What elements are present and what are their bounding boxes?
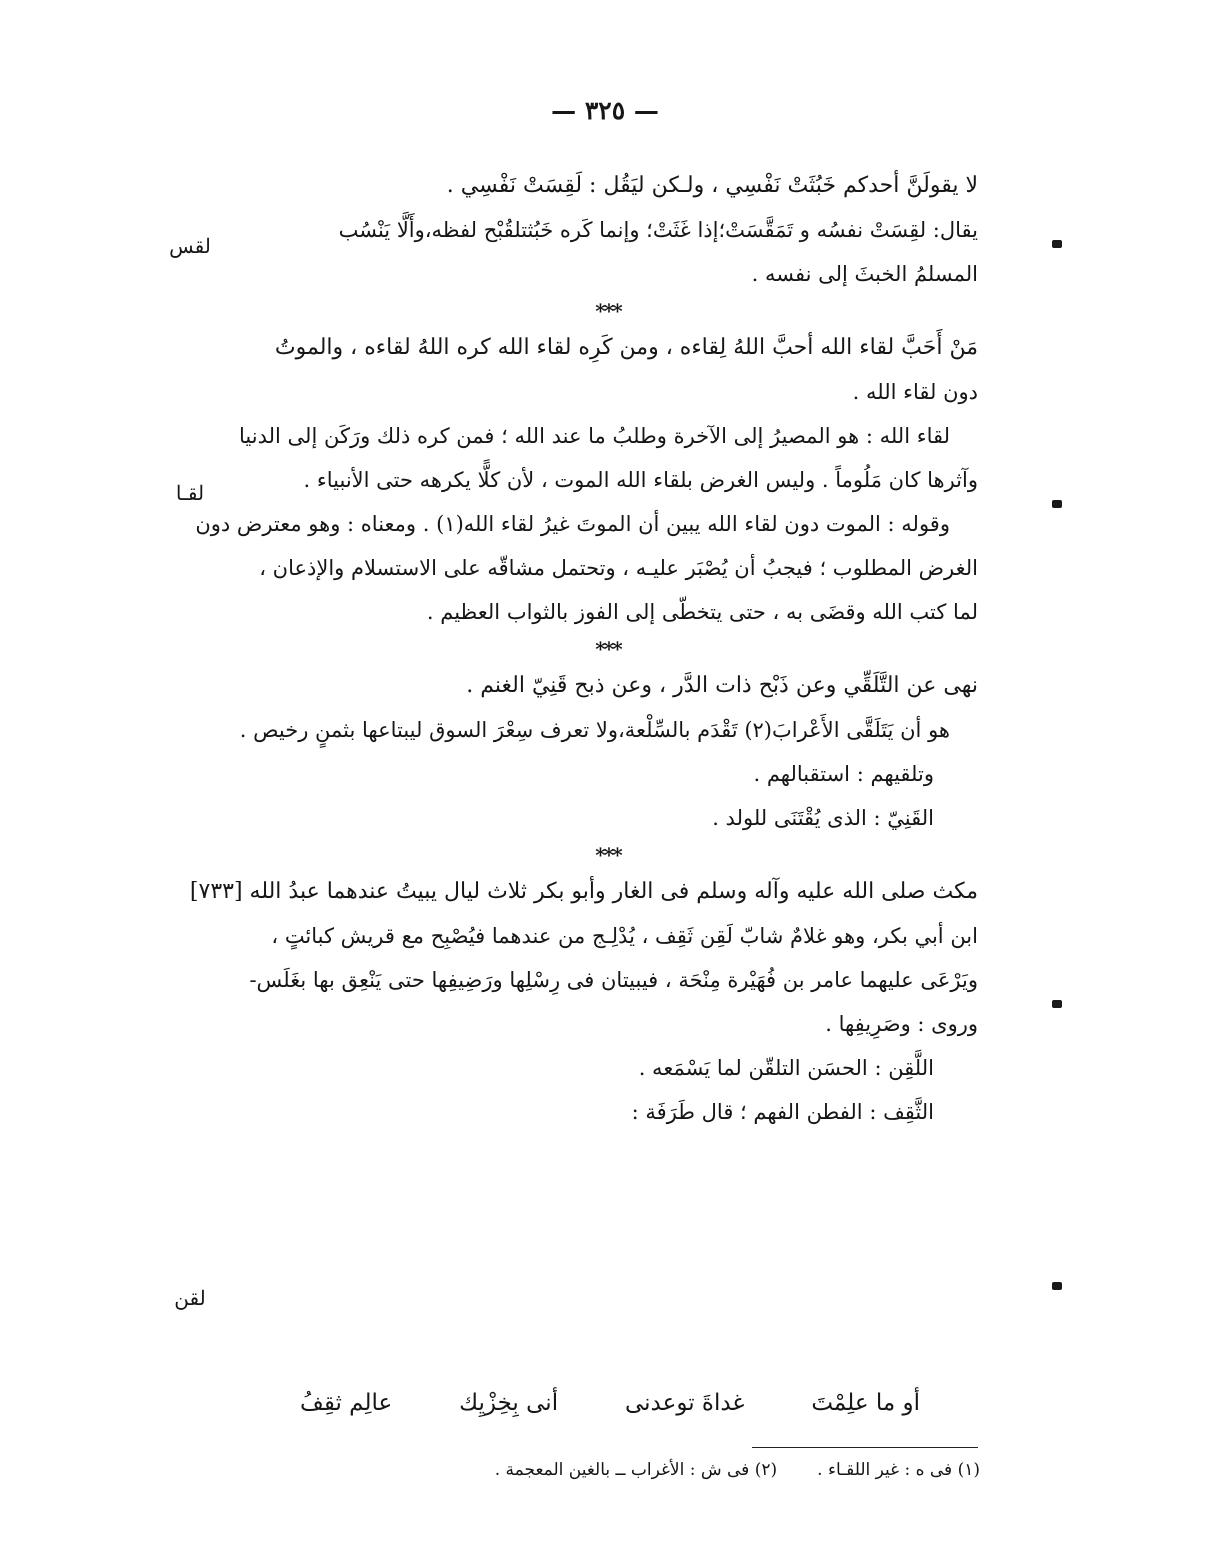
page-number: — ٣٢٥ — (551, 96, 659, 125)
text-line: دون لقاء الله . (852, 380, 978, 404)
footnote-rule (752, 1447, 978, 1448)
text-line: ويَرْعَى عليهما عامر بن فُهَيْرة مِنْحَة ، فيبيتان فى رِسْلِها ورَضِيفِها حتى يَنْعِق بها بغَلَس- (249, 968, 978, 992)
footnote: (١) فى ه : غير اللقـاء . (817, 1460, 980, 1480)
text-line: وقوله : الموت دون لقاء الله يبين أن الموتَ غيرُ لقاء الله(١) . ومعناه : وهو معترض دون (195, 512, 950, 536)
text-line: الثَّقِف : الفطن الفهم ؛ قال طَرَفَة : (631, 1100, 934, 1124)
text-line: وروى : وصَرِيفِها . (825, 1012, 978, 1036)
text-line: هو أن يَتَلَقَّى الأَعْرابَ(٢) تَقْدَم بالسِّلْعة،ولا تعرف سِعْرَ السوق ليبتاعها بثمنٍ رخيص . (239, 718, 950, 742)
verse-segment: أو ما علِمْتَ (811, 1390, 920, 1416)
section-separator: *** (595, 299, 621, 323)
edge-mark (1052, 500, 1062, 508)
text-line: لقاء الله : هو المصيرُ إلى الآخرة وطلبُ ما عند الله ؛ فمن كره ذلك ورَكَن إلى الدنيا (239, 424, 950, 448)
entry-block (238, 664, 978, 840)
text-line: وآثرها كان مَلُوماً . وليس الغرض بلقاء الله الموت ، لأن كلًّا يكرهه حتى الأنبياء . (303, 468, 978, 492)
margin-headword: لقس (169, 234, 211, 258)
text-line: لما كتب الله وقضَى به ، حتى يتخطّى إلى الفوز بالثواب العظيم . (426, 600, 978, 624)
verse-segment: عالِم ثقِفُ (300, 1390, 393, 1416)
text-line: المسلمُ الخبثَ إلى نفسه . (751, 262, 978, 286)
entry-block (238, 164, 978, 296)
text-line: نهى عن التَّلَقِّي وعن ذَبْح ذات الدَّر ، وعن ذبح قَنِيّ الغنم . (466, 673, 978, 698)
entry-block (195, 326, 978, 634)
section-separator: *** (595, 637, 621, 661)
text-line: ابن أبي بكر، وهو غلامٌ شابّ لَقِن ثَقِف ، يُدْلِـج من عندهما فيُصْبِح مع قريش كبائتٍ ، (271, 924, 978, 948)
entry-block (189, 870, 978, 1134)
margin-headword: لقن (174, 1286, 206, 1310)
text-line: لا يقولَنَّ أحدكم خَبُثَتْ نَفْسِي ، ولـكن ليَقُل : لَقِسَتْ نَفْسِي . (446, 173, 978, 198)
text-line: مكث صلى الله عليه وآله وسلم فى الغار وأبو بكر ثلاث ليال يبيتُ عندهما عبدُ الله [٧٣٣] (189, 879, 978, 904)
footnote: (٢) فى ش : الأغراب ــ بالغين المعجمة . (494, 1460, 778, 1480)
text-line: الغرض المطلوب ؛ فيجبُ أن يُصْبَر عليـه ، وتحتمل مشاقّه على الاستسلام والإذعان ، (259, 556, 978, 580)
edge-mark (1052, 1282, 1062, 1290)
edge-mark (1052, 1000, 1062, 1008)
text-line: القَنِيّ : الذى يُقْتَنَى للولد . (712, 806, 934, 830)
text-line: وتلقيهم : استقبالهم . (753, 762, 934, 786)
verse-segment: غداةَ توعدنى (624, 1390, 745, 1416)
margin-headword: لقـا (175, 481, 205, 505)
verse-segment: أنى بِخِزْيِك (459, 1390, 559, 1416)
poetry-verse (300, 1390, 920, 1416)
edge-mark (1052, 240, 1062, 248)
text-line: اللَّقِن : الحسَن التلقّن لما يَسْمَعه . (638, 1056, 934, 1080)
text-line: مَنْ أَحَبَّ لقاء الله أحبَّ اللهُ لِقاءه ، ومن كَرِه لقاء الله كره اللهُ لقاءه ، والموتُ (274, 335, 978, 360)
footnotes (440, 1460, 980, 1480)
text-line: يقال: لقِسَتْ نفسُه و تَمَقَّسَتْ؛إذا غَثَتْ؛ وإنما كَره خَبُثتلقُبْح لفظه،وأَلَّا يَنْسُب (338, 218, 978, 242)
section-separator: *** (595, 843, 621, 867)
